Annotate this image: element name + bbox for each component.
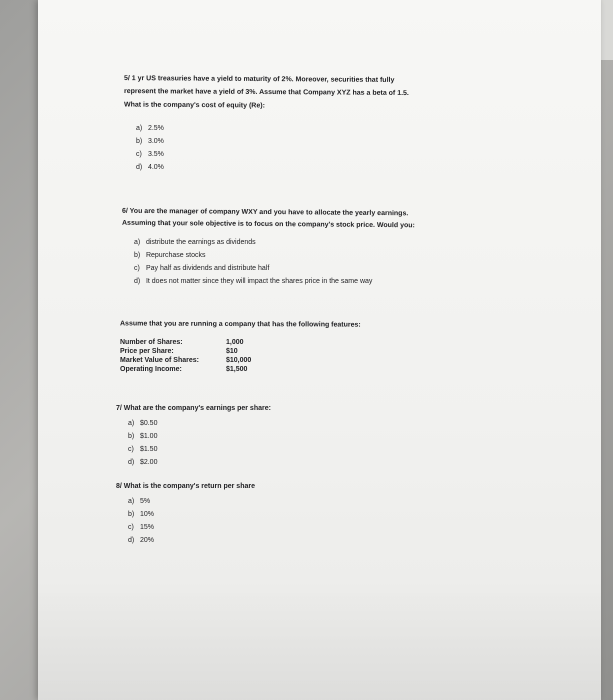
option-text: 3.5% [147, 151, 164, 158]
feature-value: $10,000 [226, 357, 252, 364]
feature-value: $1,500 [226, 366, 248, 373]
option-item [134, 277, 372, 286]
option-letter: c) [134, 265, 140, 272]
option-letter: b) [134, 252, 141, 259]
option-letter: b) [136, 138, 143, 145]
page-shadow [38, 580, 601, 700]
feature-value: 1,000 [226, 339, 244, 346]
option-text: distribute the earnings as dividends [145, 239, 256, 246]
option-item [136, 163, 164, 172]
option-item [134, 251, 372, 260]
option-text: 4.0% [147, 164, 164, 171]
option-letter: b) [128, 511, 135, 518]
option-text: Pay half as dividends and distribute half [145, 265, 270, 272]
option-text: 2.5% [147, 125, 164, 132]
option-item [128, 497, 154, 506]
feature-label: Number of Shares: [120, 339, 183, 346]
feature-value: $10 [226, 348, 238, 355]
option-text: 15% [139, 524, 154, 531]
feature-label: Market Value of Shares: [120, 357, 199, 364]
features-table [120, 338, 251, 374]
option-item [128, 458, 157, 467]
option-letter: c) [128, 446, 134, 453]
feature-row [120, 347, 251, 356]
option-letter: c) [128, 524, 134, 531]
question-8-text: 8/ What is the company's return per share [116, 483, 255, 490]
feature-label: Operating Income: [120, 366, 182, 373]
option-letter: d) [128, 537, 135, 544]
option-item [136, 124, 164, 133]
option-letter: d) [134, 278, 141, 285]
feature-row [120, 356, 251, 365]
option-item [128, 536, 154, 545]
question-5-line-2: represent the market have a yield of 3%. Assume that Company XYZ has a beta of 1.5. [123, 88, 409, 97]
exam-page [38, 0, 601, 700]
question-6-line-2: Assuming that your sole objective is to focus on the company's stock price. Would you: [121, 219, 415, 230]
question-5-line-3: What is the company's cost of equity (Re): [123, 101, 265, 110]
option-item [128, 432, 157, 441]
option-letter: a) [134, 239, 141, 246]
option-text: $1.00 [139, 433, 158, 440]
option-text: 20% [139, 537, 154, 544]
option-item [128, 523, 154, 532]
option-text: 5% [139, 498, 151, 505]
option-letter: c) [136, 151, 142, 158]
question-7-text: 7/ What are the company's earnings per share: [116, 405, 271, 412]
option-text: $2.00 [139, 459, 158, 466]
question-6-options [134, 238, 372, 290]
question-5-options [136, 124, 164, 176]
option-item [128, 510, 154, 519]
feature-label: Price per Share: [120, 348, 174, 355]
option-item [134, 238, 372, 247]
question-5-line-1: 5/ 1 yr US treasuries have a yield to maturity of 2%. Moreover, securities that fully [123, 75, 395, 84]
question-8-options [128, 497, 154, 549]
option-text: Repurchase stocks [145, 252, 206, 259]
scenario-intro: Assume that you are running a company that has the following features: [119, 320, 361, 329]
option-text: $0.50 [139, 420, 158, 427]
option-text: $1.50 [139, 446, 158, 453]
option-letter: b) [128, 433, 135, 440]
option-item [136, 137, 164, 146]
option-letter: d) [136, 164, 143, 171]
option-text: 3.0% [147, 138, 164, 145]
feature-row [120, 338, 251, 347]
option-text: 10% [139, 511, 154, 518]
option-text: It does not matter since they will impact the shares price in the same way [145, 278, 373, 285]
option-item [128, 419, 157, 428]
option-letter: d) [128, 459, 135, 466]
option-letter: a) [128, 498, 135, 505]
question-7-options [128, 419, 157, 471]
question-6-line-1: 6/ You are the manager of company WXY and you have to allocate the yearly earnings. [121, 207, 409, 218]
option-letter: a) [136, 125, 143, 132]
feature-row [120, 365, 251, 374]
option-item [128, 445, 157, 454]
option-letter: a) [128, 420, 135, 427]
option-item [134, 264, 372, 273]
option-item [136, 150, 164, 159]
